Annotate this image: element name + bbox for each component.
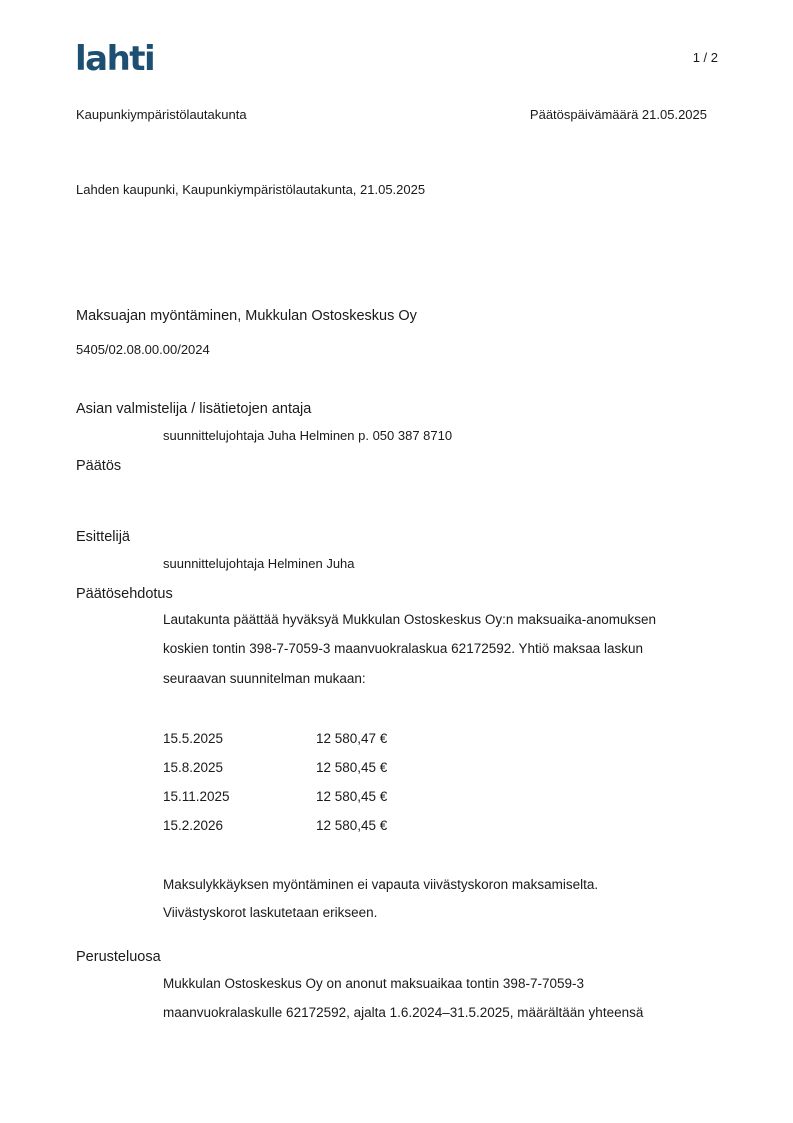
- presenter-text: suunnittelujohtaja Helminen Juha: [163, 556, 355, 571]
- document-title: Maksuajan myöntäminen, Mukkulan Ostoskeskus Oy: [76, 308, 417, 324]
- proposal-line: koskien tontin 398-7-7059-3 maanvuokralaskua 62172592. Yhtiö maksaa laskun: [163, 641, 644, 656]
- schedule-amount: 12 580,47 €: [316, 731, 388, 746]
- department-name: Kaupunkiympäristölautakunta: [76, 107, 247, 122]
- meeting-line: Lahden kaupunki, Kaupunkiympäristölautakunta, 21.05.2025: [76, 182, 426, 197]
- note-line: Maksulykkäyksen myöntäminen ei vapauta viivästyskoron maksamiselta.: [163, 877, 599, 892]
- schedule-date: 15.8.2025: [163, 760, 224, 775]
- schedule-amount: 12 580,45 €: [316, 760, 388, 775]
- decision-heading: Päätös: [76, 458, 122, 474]
- preparer-text: suunnittelujohtaja Juha Helminen p. 050 387 8710: [163, 428, 453, 443]
- proposal-heading: Päätösehdotus: [76, 586, 173, 602]
- rationale-line: Mukkulan Ostoskeskus Oy on anonut maksuaikaa tontin 398-7-7059-3: [163, 976, 584, 991]
- page-number: 1 / 2: [692, 50, 718, 65]
- presenter-heading: Esittelijä: [76, 529, 130, 545]
- schedule-amount: 12 580,45 €: [316, 818, 388, 833]
- rationale-heading: Perusteluosa: [76, 949, 161, 965]
- rationale-line: maanvuokralaskulle 62172592, ajalta 1.6.2024–31.5.2025, määrältään yhteensä: [163, 1005, 644, 1020]
- preparer-heading: Asian valmistelija / lisätietojen antaja: [76, 401, 312, 417]
- proposal-line: seuraavan suunnitelman mukaan:: [163, 671, 366, 686]
- lahti-logo: lahti: [75, 39, 155, 79]
- decision-date: Päätöspäivämäärä 21.05.2025: [529, 107, 707, 122]
- schedule-date: 15.5.2025: [163, 731, 224, 746]
- note-line: Viivästyskorot laskutetaan erikseen.: [163, 905, 378, 920]
- schedule-amount: 12 580,45 €: [316, 789, 388, 804]
- proposal-line: Lautakunta päättää hyväksyä Mukkulan Ostoskeskus Oy:n maksuaika-anomuksen: [163, 612, 657, 627]
- record-number: 5405/02.08.00.00/2024: [76, 342, 210, 357]
- schedule-date: 15.11.2025: [163, 789, 230, 804]
- schedule-date: 15.2.2026: [163, 818, 224, 833]
